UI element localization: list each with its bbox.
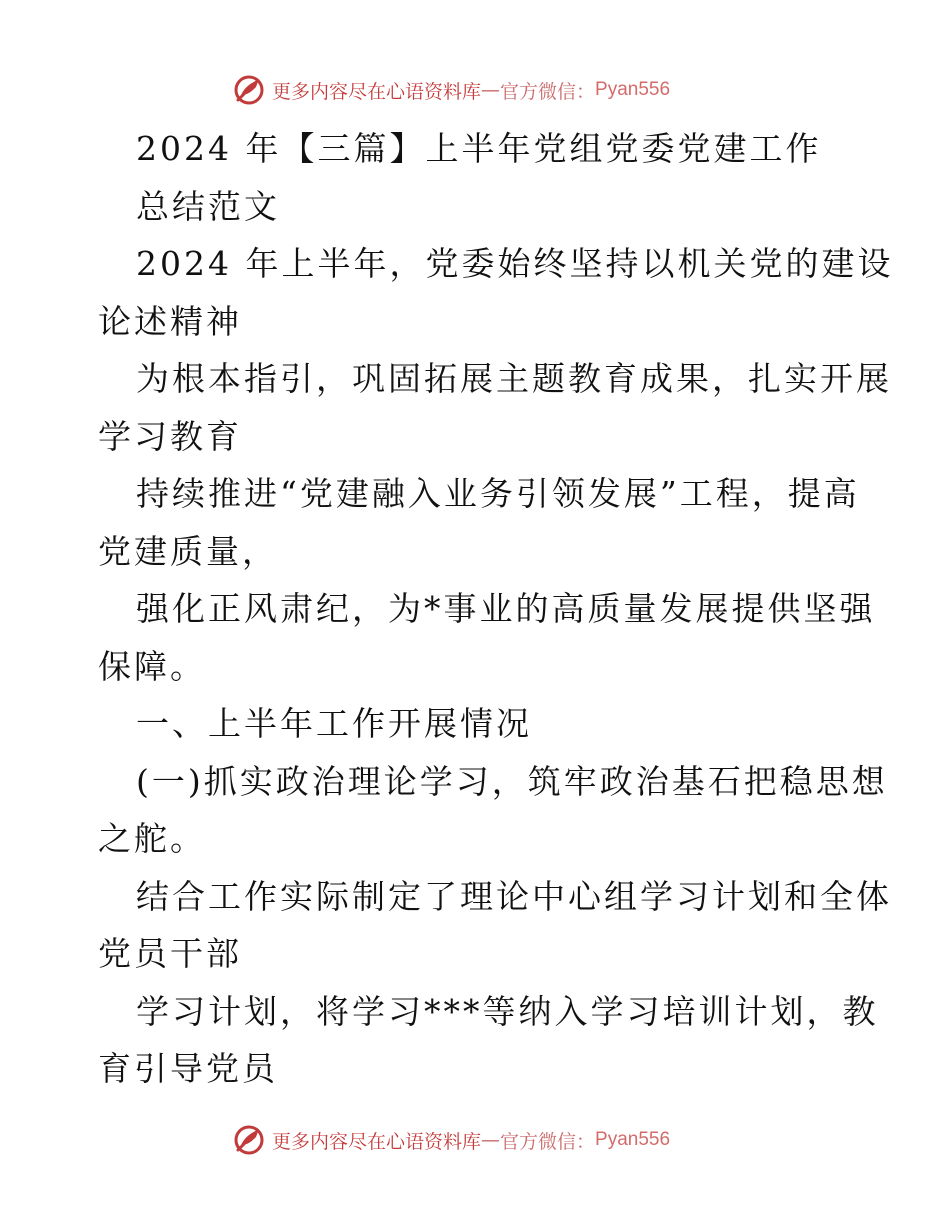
watermark-dash: —: [481, 1129, 501, 1151]
watermark-wechat-id: Pyan556: [595, 79, 671, 100]
watermark-label: 官方微信：: [500, 1130, 596, 1153]
paragraph-line: 强化正风肃纪，为*事业的高质量发展提供坚强: [136, 589, 876, 628]
paragraph-line: 保障。: [98, 646, 206, 686]
paragraph-line: 党建质量，: [98, 531, 278, 571]
paragraph-line: 学习教育: [98, 416, 242, 456]
paragraph-line: 结合工作实际制定了理论中心组学习计划和全体: [136, 876, 892, 916]
subsection-heading: (一)抓实政治理论学习，筑牢政治基石把稳思想: [136, 761, 888, 801]
header-watermark: [232, 72, 670, 108]
watermark-main-text: 更多内容尽在心语资料库: [272, 80, 482, 103]
paragraph-line: 党员干部: [98, 934, 242, 973]
brush-seal-logo-icon: [232, 1123, 266, 1157]
brush-seal-logo-icon: [232, 73, 266, 107]
paragraph-line: 持续推进“党建融入业务引领发展”工程，提高: [136, 474, 860, 513]
watermark-label: 官方微信：: [500, 80, 596, 103]
doc-title-line-2: 总结范文: [136, 186, 280, 226]
document-body: [98, 120, 894, 1098]
footer-watermark: [232, 1122, 670, 1158]
paragraph-line: 之舵。: [98, 819, 206, 858]
paragraph-line: 学习计划，将学习***等纳入学习培训计划，教: [136, 991, 879, 1031]
watermark-main-text: 更多内容尽在心语资料库: [272, 1130, 482, 1153]
section-heading: 一、上半年工作开展情况: [136, 704, 532, 743]
paragraph-line: 育引导党员: [98, 1049, 278, 1088]
doc-title-line-1: 2024 年【三篇】上半年党组党委党建工作: [136, 129, 822, 168]
watermark-dash: —: [481, 79, 501, 101]
paragraph-line: 2024 年上半年，党委始终坚持以机关党的建设: [136, 244, 894, 283]
paragraph-line: 论述精神: [98, 301, 242, 341]
paragraph-line: 为根本指引，巩固拓展主题教育成果，扎实开展: [136, 359, 892, 398]
watermark-wechat-id: Pyan556: [595, 1129, 671, 1150]
